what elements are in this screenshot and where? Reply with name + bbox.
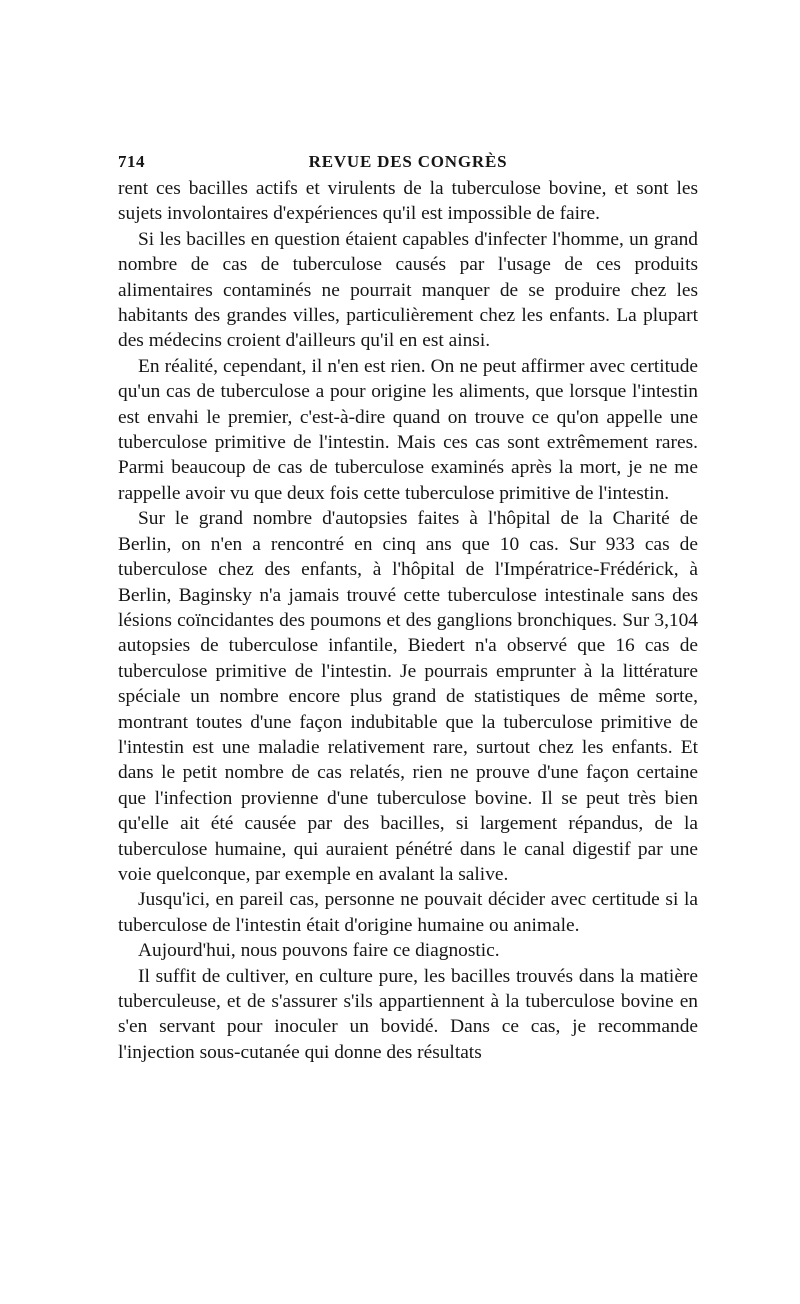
running-header: [118, 152, 698, 174]
paragraph-4: Sur le grand nombre d'autopsies faites à l'hôpital de la Charité de Berlin, on n'en a rencontré en cinq ans que 10 cas. Sur 933 cas de tuberculose chez des enfants, à l'hôpital de l'Impératrice-Frédérick, à Berlin, Baginsky n'a jamais trouvé cette tuberculose intestinale sans des lésions coïncidantes des poumons et des ganglions bronchiques. Sur 3,104 autopsies de tuberculose infantile, Biedert n'a observé que 16 cas de tuberculose primitive de l'intestin. Je pourrais emprunter à la littérature spéciale un nombre encore plus grand de statistiques de même sorte, montrant toutes d'une façon indubitable que la tuberculose primitive de l'intestin est une maladie relativement rare, surtout chez les enfants. Et dans le petit nombre de cas relatés, rien ne prouve d'une façon certaine que l'infection provienne d'une tuberculose bovine. Il se peut très bien qu'elle ait été causée par des bacilles, si largement répandus, de la tuberculose humaine, qui auraient pénétré dans le canal digestif par une voie quelconque, par exemple en avalant la salive.: [118, 508, 698, 885]
body-text: [118, 176, 698, 1065]
paragraph-1: rent ces bacilles actifs et virulents de la tuberculose bovine, et sont les sujets involontaires d'expériences qu'il est impossible de faire.: [118, 178, 698, 225]
paragraph-6: Aujourd'hui, nous pouvons faire ce diagnostic.: [138, 940, 500, 962]
document-page: [118, 152, 698, 1065]
paragraph-3: En réalité, cependant, il n'en est rien. On ne peut affirmer avec certitude qu'un cas de tuberculose a pour origine les aliments, que lorsque l'intestin est envahi le premier, c'est-à-dire quand on trouve ce qu'on appelle une tuberculose primitive de l'intestin. Mais ces cas sont extrêmement rares. Parmi beaucoup de cas de tuberculose examinés après la mort, je ne me rappelle avoir vu que deux fois cette tuberculose primitive de l'intestin.: [118, 355, 698, 504]
page-number: 714: [118, 152, 145, 171]
paragraph-7: Il suffit de cultiver, en culture pure, les bacilles trouvés dans la matière tuberculeuse, et de s'assurer s'ils appartiennent à la tuberculose bovine en s'en servant pour inoculer un bovidé. Dans ce cas, je recommande l'injection sous-cutanée qui donne des résultats: [118, 965, 698, 1063]
running-title: REVUE DES CONGRÈS: [308, 152, 508, 171]
paragraph-5: Jusqu'ici, en pareil cas, personne ne pouvait décider avec certitude si la tuberculose de l'intestin était d'origine humaine ou animale.: [118, 889, 698, 936]
paragraph-2: Si les bacilles en question étaient capables d'infecter l'homme, un grand nombre de cas de tuberculose causés par l'usage de ces produits alimentaires contaminés ne pourrait manquer de se produire chez les habitants des grandes villes, particulièrement chez les enfants. La plupart des médecins croient d'ailleurs qu'il en est ainsi.: [118, 228, 698, 352]
